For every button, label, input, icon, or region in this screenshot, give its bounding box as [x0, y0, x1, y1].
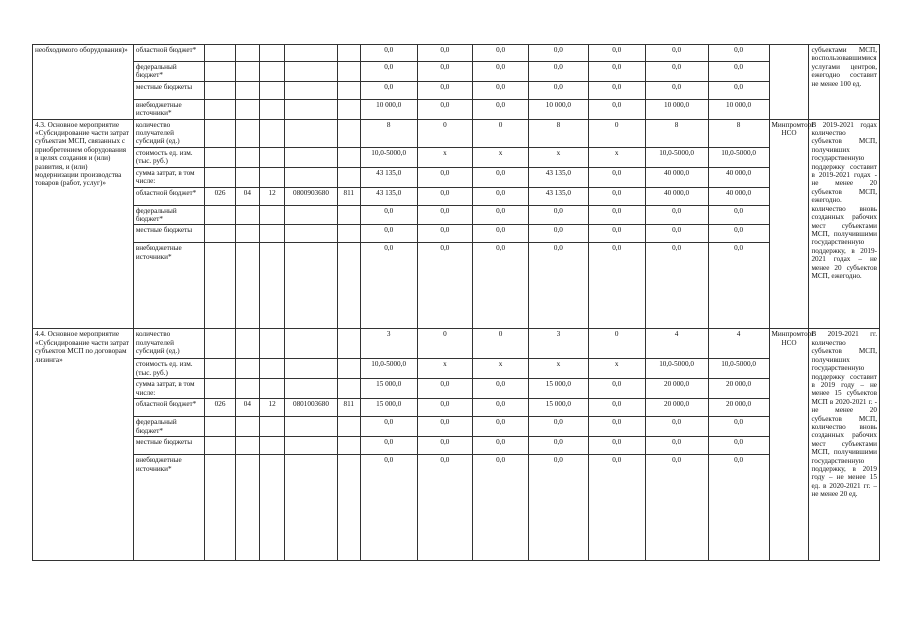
cell-y2018: х: [588, 147, 645, 167]
cell-csr: [285, 455, 338, 561]
table-row: [33, 167, 880, 187]
cell-y2016: 0,0: [473, 379, 529, 399]
cell-csr: [285, 329, 338, 359]
executor-cell: Минпромторг НСО: [769, 119, 809, 329]
cell-y2019: 20 000,0: [645, 399, 708, 417]
cell-total: 0,0: [360, 455, 417, 561]
cell-y2015: 0,0: [417, 45, 473, 62]
cell-total: 0,0: [360, 205, 417, 225]
cell-y2019: 10 000,0: [645, 99, 708, 119]
cell-y2019: 20 000,0: [645, 379, 708, 399]
cell-total: 0,0: [360, 81, 417, 99]
cell-vr: [337, 119, 360, 147]
cell-y2020: 0,0: [708, 45, 769, 62]
cell-y2018: 0,0: [588, 399, 645, 417]
cell-y2018: 0,0: [588, 167, 645, 187]
indicator-label-cell: областной бюджет*: [133, 45, 204, 62]
cell-grbs: [205, 455, 235, 561]
cell-y2018: 0,0: [588, 417, 645, 437]
cell-total: 3: [360, 329, 417, 359]
cell-y2018: 0,0: [588, 379, 645, 399]
cell-y2015: 0,0: [417, 455, 473, 561]
cell-y2017: 10 000,0: [528, 99, 588, 119]
cell-total: 0,0: [360, 417, 417, 437]
cell-y2016: 0,0: [473, 187, 529, 205]
cell-vr: [337, 437, 360, 455]
cell-vr: [337, 147, 360, 167]
cell-vr: [337, 243, 360, 329]
cell-y2017: 0,0: [528, 205, 588, 225]
cell-grbs: [205, 205, 235, 225]
indicator-label-cell: областной бюджет*: [133, 187, 204, 205]
cell-y2019: 0,0: [645, 455, 708, 561]
cell-grbs: [205, 62, 235, 82]
cell-rz: [235, 81, 259, 99]
cell-grbs: [205, 243, 235, 329]
cell-pr: [259, 62, 284, 82]
cell-y2020: 20 000,0: [708, 399, 769, 417]
cell-vr: [337, 455, 360, 561]
cell-y2020: 40 000,0: [708, 167, 769, 187]
cell-total: 0,0: [360, 62, 417, 82]
cell-csr: [285, 45, 338, 62]
cell-y2020: 10 000,0: [708, 99, 769, 119]
cell-total: 43 135,0: [360, 167, 417, 187]
cell-y2015: 0,0: [417, 99, 473, 119]
cell-y2019: 0,0: [645, 81, 708, 99]
cell-csr: [285, 99, 338, 119]
cell-y2019: 0,0: [645, 45, 708, 62]
cell-y2017: 15 000,0: [528, 399, 588, 417]
cell-pr: 12: [259, 187, 284, 205]
cell-grbs: [205, 147, 235, 167]
cell-total: 0,0: [360, 45, 417, 62]
expected-result-cell: В 2019-2021 годах количество субъектов МСП, получивших государственную поддержку составит в 2019-2021 годах - не менее 20 субъектов МСП, ежегодно. количество вновь созданных рабочих мест субъектами МСП, получившими государственную поддержку, в 2019-2021 годах – не менее 20 субъектов МСП, ежегодно.: [809, 119, 880, 329]
cell-total: 8: [360, 119, 417, 147]
cell-rz: [235, 62, 259, 82]
cell-pr: [259, 119, 284, 147]
indicator-label-cell: количество получателей субсидий (ед.): [133, 119, 204, 147]
indicator-label-cell: федеральный бюджет*: [133, 417, 204, 437]
cell-vr: [337, 45, 360, 62]
cell-vr: 811: [337, 399, 360, 417]
cell-pr: 12: [259, 399, 284, 417]
cell-csr: [285, 225, 338, 243]
cell-y2016: 0,0: [473, 99, 529, 119]
cell-csr: [285, 167, 338, 187]
cell-pr: [259, 147, 284, 167]
cell-rz: 04: [235, 399, 259, 417]
cell-y2017: 43 135,0: [528, 187, 588, 205]
cell-csr: 0801003680: [285, 399, 338, 417]
cell-grbs: [205, 379, 235, 399]
table-row: [33, 147, 880, 167]
budget-table: [32, 44, 880, 561]
cell-y2019: 10,0-5000,0: [645, 359, 708, 379]
cell-y2016: 0,0: [473, 167, 529, 187]
cell-y2015: х: [417, 147, 473, 167]
cell-csr: [285, 417, 338, 437]
cell-y2016: 0: [473, 119, 529, 147]
cell-pr: [259, 455, 284, 561]
cell-y2016: 0,0: [473, 437, 529, 455]
cell-grbs: [205, 45, 235, 62]
cell-y2018: 0,0: [588, 99, 645, 119]
cell-y2017: х: [528, 359, 588, 379]
cell-grbs: [205, 359, 235, 379]
cell-y2020: 0,0: [708, 205, 769, 225]
cell-y2017: 0,0: [528, 417, 588, 437]
cell-y2018: 0,0: [588, 243, 645, 329]
cell-y2020: 0,0: [708, 243, 769, 329]
cell-csr: [285, 437, 338, 455]
cell-grbs: [205, 81, 235, 99]
table-row: [33, 359, 880, 379]
cell-total: 15 000,0: [360, 379, 417, 399]
cell-y2015: 0,0: [417, 81, 473, 99]
cell-y2015: 0,0: [417, 399, 473, 417]
cell-y2017: 8: [528, 119, 588, 147]
cell-vr: 811: [337, 187, 360, 205]
cell-csr: [285, 359, 338, 379]
cell-vr: [337, 99, 360, 119]
cell-total: 43 135,0: [360, 187, 417, 205]
indicator-label-cell: стоимость ед. изм. (тыс. руб.): [133, 147, 204, 167]
cell-y2016: 0,0: [473, 205, 529, 225]
cell-rz: [235, 455, 259, 561]
cell-y2020: 8: [708, 119, 769, 147]
cell-y2016: 0,0: [473, 62, 529, 82]
indicator-label-cell: федеральный бюджет*: [133, 62, 204, 82]
cell-grbs: [205, 329, 235, 359]
cell-pr: [259, 81, 284, 99]
cell-grbs: [205, 417, 235, 437]
indicator-label-cell: местные бюджеты: [133, 225, 204, 243]
cell-y2018: х: [588, 359, 645, 379]
cell-y2019: 0,0: [645, 417, 708, 437]
cell-y2017: 0,0: [528, 455, 588, 561]
cell-vr: [337, 81, 360, 99]
cell-y2020: 40 000,0: [708, 187, 769, 205]
cell-y2019: 0,0: [645, 437, 708, 455]
cell-y2015: 0,0: [417, 205, 473, 225]
cell-pr: [259, 437, 284, 455]
cell-y2019: 0,0: [645, 205, 708, 225]
indicator-label-cell: сумма затрат, в том числе:: [133, 379, 204, 399]
cell-y2019: 40 000,0: [645, 187, 708, 205]
cell-csr: [285, 379, 338, 399]
cell-y2015: 0,0: [417, 62, 473, 82]
cell-rz: [235, 99, 259, 119]
table-row: [33, 45, 880, 62]
cell-vr: [337, 417, 360, 437]
cell-y2015: 0,0: [417, 243, 473, 329]
cell-y2020: 20 000,0: [708, 379, 769, 399]
cell-y2020: 0,0: [708, 81, 769, 99]
cell-y2017: 0,0: [528, 45, 588, 62]
event-name-cell: необходимого оборудования)»: [33, 45, 134, 120]
cell-y2019: 10,0-5000,0: [645, 147, 708, 167]
cell-y2017: 43 135,0: [528, 167, 588, 187]
cell-y2020: 4: [708, 329, 769, 359]
indicator-label-cell: внебюджетные источники*: [133, 243, 204, 329]
cell-rz: 04: [235, 187, 259, 205]
cell-y2018: 0,0: [588, 437, 645, 455]
cell-y2015: 0,0: [417, 417, 473, 437]
event-name-cell: 4.4. Основное мероприятие «Субсидирование части затрат субъектов МСП по договорам лизинга»: [33, 329, 134, 561]
cell-y2015: 0,0: [417, 187, 473, 205]
cell-pr: [259, 225, 284, 243]
cell-y2016: 0,0: [473, 225, 529, 243]
table-row: [33, 205, 880, 225]
cell-y2016: 0,0: [473, 45, 529, 62]
cell-y2015: 0: [417, 329, 473, 359]
cell-y2015: 0,0: [417, 167, 473, 187]
cell-y2017: 3: [528, 329, 588, 359]
indicator-label-cell: внебюджетные источники*: [133, 455, 204, 561]
table-row: [33, 243, 880, 329]
table-row: [33, 119, 880, 147]
cell-total: 0,0: [360, 243, 417, 329]
cell-y2016: 0,0: [473, 417, 529, 437]
cell-y2020: 0,0: [708, 455, 769, 561]
cell-grbs: [205, 119, 235, 147]
cell-y2018: 0,0: [588, 45, 645, 62]
indicator-label-cell: федеральный бюджет*: [133, 205, 204, 225]
cell-y2018: 0,0: [588, 205, 645, 225]
cell-rz: [235, 417, 259, 437]
cell-csr: [285, 62, 338, 82]
cell-total: 0,0: [360, 437, 417, 455]
cell-grbs: [205, 437, 235, 455]
cell-rz: [235, 359, 259, 379]
cell-y2015: 0,0: [417, 225, 473, 243]
cell-y2019: 4: [645, 329, 708, 359]
cell-y2020: 0,0: [708, 417, 769, 437]
cell-y2016: 0,0: [473, 81, 529, 99]
cell-rz: [235, 45, 259, 62]
indicator-label-cell: количество получателей субсидий (ед.): [133, 329, 204, 359]
cell-rz: [235, 329, 259, 359]
table-row: [33, 417, 880, 437]
cell-rz: [235, 225, 259, 243]
cell-grbs: [205, 167, 235, 187]
table-row: [33, 225, 880, 243]
cell-y2018: 0: [588, 119, 645, 147]
cell-y2020: 0,0: [708, 437, 769, 455]
cell-y2017: 0,0: [528, 225, 588, 243]
cell-y2017: 0,0: [528, 437, 588, 455]
cell-y2015: 0: [417, 119, 473, 147]
table-row: [33, 379, 880, 399]
cell-pr: [259, 205, 284, 225]
cell-y2017: 0,0: [528, 62, 588, 82]
cell-rz: [235, 147, 259, 167]
table-row: [33, 399, 880, 417]
table-row: [33, 455, 880, 561]
cell-pr: [259, 243, 284, 329]
cell-vr: [337, 359, 360, 379]
indicator-label-cell: местные бюджеты: [133, 437, 204, 455]
table-row: [33, 187, 880, 205]
cell-vr: [337, 62, 360, 82]
indicator-label-cell: местные бюджеты: [133, 81, 204, 99]
table-row: [33, 81, 880, 99]
indicator-label-cell: областной бюджет*: [133, 399, 204, 417]
table-row: [33, 437, 880, 455]
cell-y2017: 0,0: [528, 243, 588, 329]
cell-y2015: 0,0: [417, 379, 473, 399]
cell-rz: [235, 437, 259, 455]
cell-vr: [337, 379, 360, 399]
cell-pr: [259, 99, 284, 119]
cell-vr: [337, 205, 360, 225]
cell-total: 10,0-5000,0: [360, 147, 417, 167]
cell-total: 10,0-5000,0: [360, 359, 417, 379]
cell-total: 0,0: [360, 225, 417, 243]
cell-y2018: 0,0: [588, 225, 645, 243]
table-row: [33, 99, 880, 119]
cell-grbs: 026: [205, 187, 235, 205]
cell-y2017: 15 000,0: [528, 379, 588, 399]
cell-total: 15 000,0: [360, 399, 417, 417]
table-row: [33, 329, 880, 359]
indicator-label-cell: стоимость ед. изм. (тыс. руб.): [133, 359, 204, 379]
expected-result-cell: субъектами МСП, воспользовавшимися услугами центров, ежегодно составит не менее 100 ед.: [809, 45, 880, 120]
cell-y2019: 0,0: [645, 225, 708, 243]
table-body: [33, 45, 880, 561]
cell-pr: [259, 417, 284, 437]
cell-pr: [259, 167, 284, 187]
cell-y2018: 0,0: [588, 62, 645, 82]
cell-grbs: 026: [205, 399, 235, 417]
cell-y2018: 0,0: [588, 81, 645, 99]
cell-y2020: 10,0-5000,0: [708, 359, 769, 379]
cell-y2019: 0,0: [645, 62, 708, 82]
cell-y2016: 0,0: [473, 455, 529, 561]
cell-vr: [337, 167, 360, 187]
cell-rz: [235, 243, 259, 329]
cell-y2018: 0,0: [588, 455, 645, 561]
cell-rz: [235, 379, 259, 399]
cell-vr: [337, 225, 360, 243]
cell-pr: [259, 45, 284, 62]
cell-y2017: х: [528, 147, 588, 167]
cell-y2017: 0,0: [528, 81, 588, 99]
cell-y2016: 0: [473, 329, 529, 359]
cell-y2016: 0,0: [473, 243, 529, 329]
cell-y2020: 0,0: [708, 225, 769, 243]
cell-y2019: 0,0: [645, 243, 708, 329]
cell-y2015: х: [417, 359, 473, 379]
cell-y2015: 0,0: [417, 437, 473, 455]
executor-cell: Минпромторг НСО: [769, 329, 809, 561]
cell-y2016: х: [473, 147, 529, 167]
cell-y2016: 0,0: [473, 399, 529, 417]
cell-y2018: 0,0: [588, 187, 645, 205]
cell-pr: [259, 379, 284, 399]
cell-pr: [259, 329, 284, 359]
cell-vr: [337, 329, 360, 359]
cell-y2016: х: [473, 359, 529, 379]
cell-total: 10 000,0: [360, 99, 417, 119]
executor-cell: [769, 45, 809, 120]
cell-csr: [285, 205, 338, 225]
indicator-label-cell: сумма затрат, в том числе:: [133, 167, 204, 187]
cell-csr: 0800903680: [285, 187, 338, 205]
event-name-cell: 4.3. Основное мероприятие «Субсидирование части затрат субъектам МСП, связанных с приобретением оборудования в целях создания и (или) развития, и (или) модернизации производства товаров (работ, услуг)»: [33, 119, 134, 329]
indicator-label-cell: внебюджетные источники*: [133, 99, 204, 119]
cell-pr: [259, 359, 284, 379]
cell-y2018: 0: [588, 329, 645, 359]
table-row: [33, 62, 880, 82]
cell-grbs: [205, 99, 235, 119]
cell-csr: [285, 81, 338, 99]
cell-grbs: [205, 225, 235, 243]
cell-rz: [235, 205, 259, 225]
cell-rz: [235, 119, 259, 147]
cell-y2019: 40 000,0: [645, 167, 708, 187]
cell-y2019: 8: [645, 119, 708, 147]
cell-csr: [285, 243, 338, 329]
expected-result-cell: В 2019-2021 гг. количество субъектов МСП, получивших государственную поддержку составит в 2019 году – не менее 15 субъектов МСП в 2020-2021 г. - не менее 20 субъектов МСП, количество вновь созданных рабочих мест субъектами МСП, получившими государственную поддержку, в 2019 году – не менее 15 ед. в 2020-2021 гг. – не менее 20 ед.: [809, 329, 880, 561]
cell-csr: [285, 147, 338, 167]
cell-csr: [285, 119, 338, 147]
cell-rz: [235, 167, 259, 187]
cell-y2020: 0,0: [708, 62, 769, 82]
cell-y2020: 10,0-5000,0: [708, 147, 769, 167]
